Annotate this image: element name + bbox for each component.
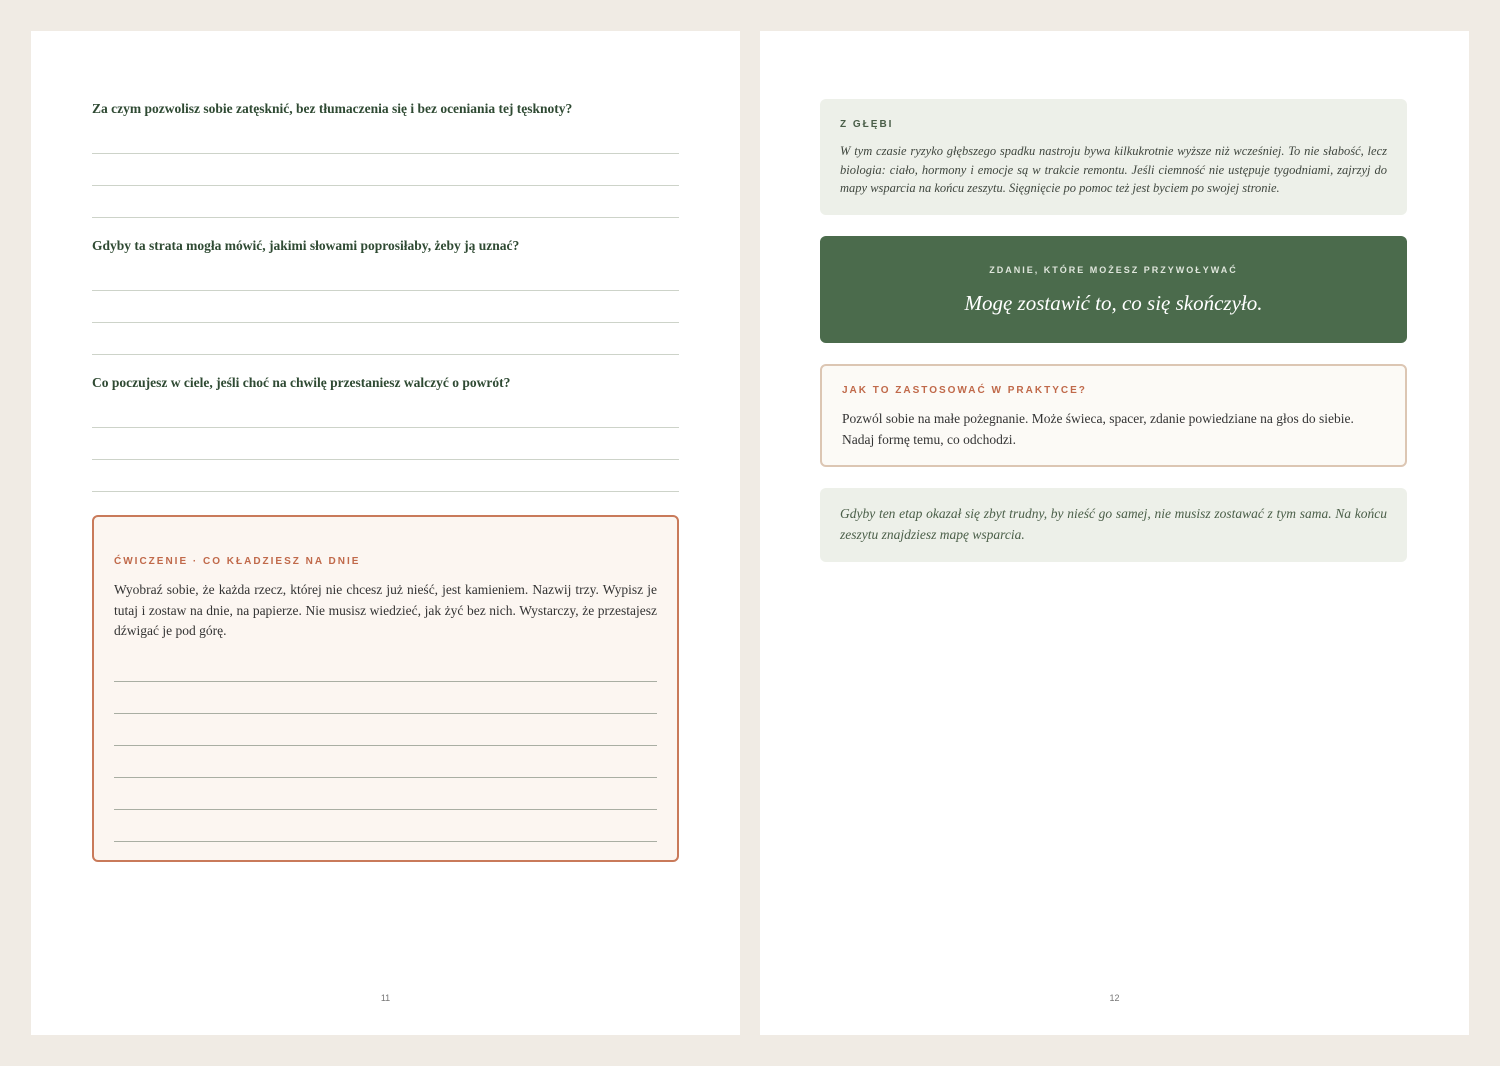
question-1: Za czym pozwolisz sobie zatęsknić, bez tłumaczenia się i bez oceniania tej tęsknoty? bbox=[92, 101, 573, 116]
right-page bbox=[760, 31, 1469, 1035]
question-3: Co poczujesz w ciele, jeśli choć na chwilę przestaniesz walczyć o powrót? bbox=[92, 375, 511, 390]
answer-line[interactable] bbox=[92, 290, 679, 291]
answer-line[interactable] bbox=[92, 322, 679, 323]
answer-line[interactable] bbox=[92, 185, 679, 186]
answer-line[interactable] bbox=[92, 491, 679, 492]
phrase-quote: Mogę zostawić to, co się skończyło. bbox=[964, 291, 1263, 315]
exercise-answer-line[interactable] bbox=[114, 809, 657, 810]
exercise-box bbox=[92, 515, 679, 862]
support-note-box bbox=[820, 488, 1407, 562]
practice-box bbox=[820, 364, 1407, 467]
answer-line[interactable] bbox=[92, 354, 679, 355]
deep-label: Z GŁĘBI bbox=[840, 119, 894, 130]
practice-label: JAK TO ZASTOSOWAĆ W PRAKTYCE? bbox=[842, 385, 1087, 396]
answer-line[interactable] bbox=[92, 427, 679, 428]
exercise-answer-line[interactable] bbox=[114, 745, 657, 746]
page-number: 12 bbox=[1109, 993, 1120, 1003]
left-page bbox=[31, 31, 740, 1035]
exercise-answer-line[interactable] bbox=[114, 681, 657, 682]
exercise-answer-line[interactable] bbox=[114, 841, 657, 842]
exercise-answer-line[interactable] bbox=[114, 713, 657, 714]
exercise-text: Wyobraź sobie, że każda rzecz, której nie chcesz już nieść, jest kamieniem. Nazwij trzy. Wypisz je tutaj i zostaw na dnie, na papierze. Nie musisz wiedzieć, jak żyć bez nich. Wystarczy, że przestajesz dźwigać je pod górę. bbox=[114, 582, 657, 638]
phrase-box bbox=[820, 236, 1407, 343]
practice-text: Pozwól sobie na małe pożegnanie. Może świeca, spacer, zdanie powiedziane na głos do siebie. Nadaj formę temu, co odchodzi. bbox=[842, 411, 1354, 447]
answer-line[interactable] bbox=[92, 153, 679, 154]
deep-info-box bbox=[820, 99, 1407, 215]
answer-line[interactable] bbox=[92, 459, 679, 460]
support-text: Gdyby ten etap okazał się zbyt trudny, by nieść go samej, nie musisz zostawać z tym sama. Na końcu zeszytu znajdziesz mapę wsparcia. bbox=[840, 506, 1387, 542]
deep-text: W tym czasie ryzyko głębszego spadku nastroju bywa kilkukrotnie wyższe niż wcześniej. To nie słabość, lecz biologia: ciało, hormony i emocje są w trakcie remontu. Jeśli ciemność nie ustępuje tygodniami, zajrzyj do mapy wsparcia na końcu zeszytu. Sięgnięcie po pomoc też jest byciem po swojej stronie. bbox=[840, 144, 1387, 196]
answer-line[interactable] bbox=[92, 217, 679, 218]
exercise-answer-line[interactable] bbox=[114, 777, 657, 778]
exercise-label: ĆWICZENIE · CO KŁADZIESZ NA DNIE bbox=[114, 556, 361, 567]
page-number: 11 bbox=[380, 993, 391, 1003]
question-2: Gdyby ta strata mogła mówić, jakimi słowami poprosiłaby, żeby ją uznać? bbox=[92, 238, 520, 253]
phrase-label: ZDANIE, KTÓRE MOŻESZ PRZYWOŁYWAĆ bbox=[989, 265, 1238, 275]
